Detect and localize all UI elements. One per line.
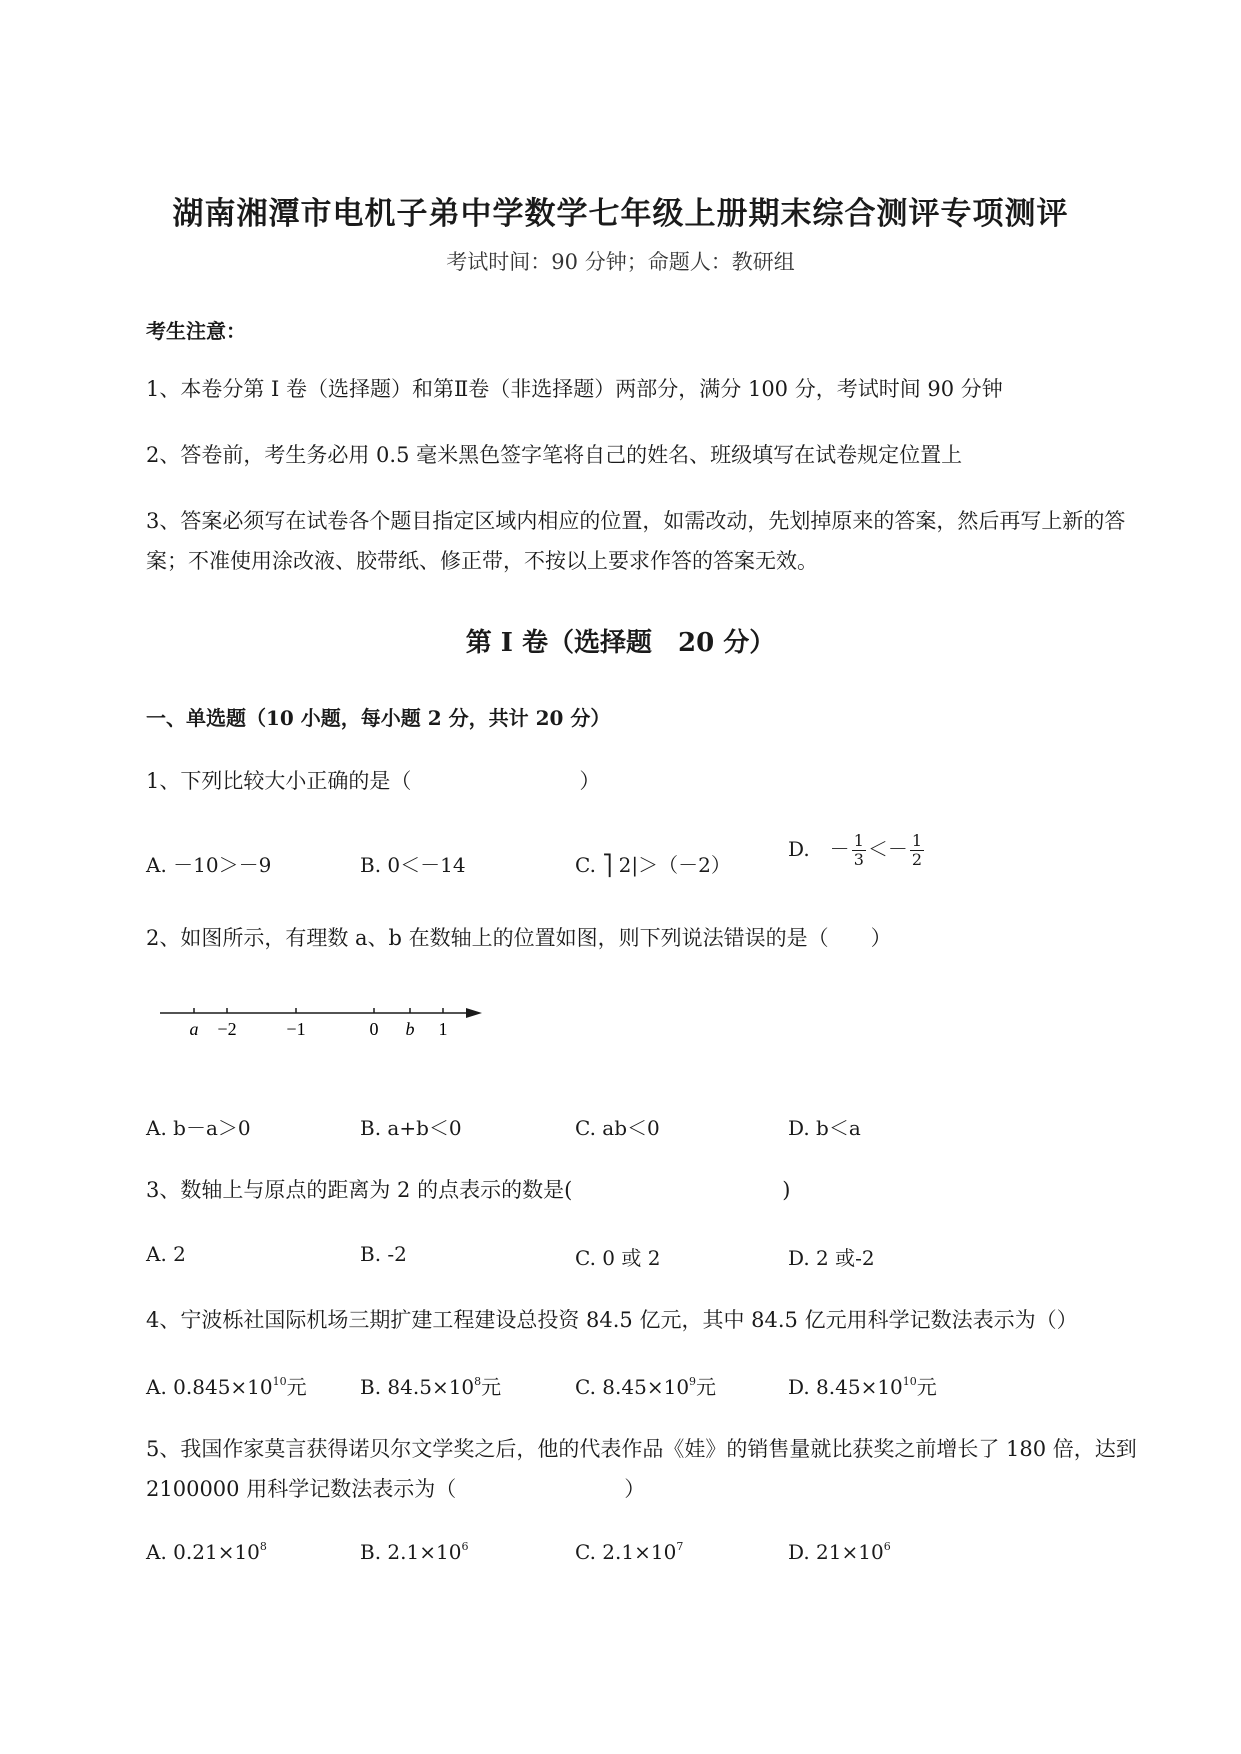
part-title: 一、单选题（10 小题，每小题 2 分，共计 20 分） — [146, 706, 611, 730]
q4-option-a: A. $0.845\times 10^{10}$元 — [146, 1375, 307, 1399]
q4-option-c: C. $8.45\times 10^9$元 — [575, 1375, 717, 1399]
q5-option-c: C. $2.1\times 10^7$ — [575, 1540, 684, 1564]
question-5-stem: 5、我国作家莫言获得诺贝尔文学奖之后，他的代表作品《娃》的销售量就比获奖之前增长了 180 倍，达到 2100000 用科学记数法表示为（ ） — [146, 1437, 1137, 1501]
arrow-right-icon — [466, 1008, 482, 1018]
q1-option-c: C. ⎤ 2|＞（－2） — [575, 853, 731, 877]
question-4-stem: 4、宁波栎社国际机场三期扩建工程建设总投资 84.5 亿元，其中 84.5 亿元用科学记数法表示为（） — [146, 1308, 1078, 1332]
question-2-stem: 2、如图所示，有理数 a、b 在数轴上的位置如图，则下列说法错误的是（ ） — [146, 926, 892, 950]
notice-item-3: 3、答案必须写在试卷各个题目指定区域内相应的位置，如需改动，先划掉原来的答案，然后再写上新的答案；不准使用涂改液、胶带纸、修正带，不按以上要求作答的答案无效。 — [146, 509, 1126, 573]
number-line-svg — [158, 993, 488, 1043]
notice-title: 考生注意： — [146, 319, 246, 343]
label-a: a — [189, 1019, 199, 1039]
q5-option-a: A. $0.21\times 10^8$ — [146, 1540, 267, 1564]
notice-item-2: 2、答卷前，考生务必用 0.5 毫米黑色签字笔将自己的姓名、班级填写在试卷规定位置上 — [146, 443, 963, 467]
document-title: 湖南湘潭市电机子弟中学数学七年级上册期末综合测评专项测评 — [172, 196, 1069, 232]
question-3-stem: 3、数轴上与原点的距离为 2 的点表示的数是( ) — [146, 1178, 791, 1202]
q1-option-d — [788, 832, 926, 869]
question-1-stem: 1、下列比较大小正确的是（ ） — [146, 769, 601, 793]
notice-item-1: 1、本卷分第 I 卷（选择题）和第Ⅱ卷（非选择题）两部分，满分 100 分，考试时间 90 分钟 — [146, 377, 1003, 401]
q4-option-b: B. $84.5\times 10^8$元 — [360, 1375, 502, 1399]
label-1: 1 — [438, 1019, 448, 1039]
fraction-denominator: 3 — [853, 850, 864, 869]
section-title: 第 I 卷（选择题 20 分） — [465, 628, 776, 658]
q1-option-a: A. －10＞－9 — [146, 853, 272, 877]
q5-option-b: B. $2.1\times 10^6$ — [360, 1540, 469, 1564]
exam-info: 考试时间：90 分钟；命题人：教研组 — [446, 250, 795, 274]
q1-option-d-mid: ＜－ — [867, 837, 908, 861]
number-line-figure — [158, 993, 488, 1047]
fraction-numerator: 1 — [911, 831, 923, 850]
label-b: b — [405, 1019, 415, 1039]
fraction-one-half — [910, 832, 924, 869]
q4-option-d: D. $8.45\times 10^{10}$元 — [788, 1375, 937, 1399]
q2-option-d: D. b＜a — [788, 1116, 861, 1140]
q3-option-b: B. -2 — [360, 1242, 407, 1266]
q3-option-a: A. 2 — [146, 1242, 186, 1266]
label-minus-2: −2 — [217, 1019, 237, 1039]
label-0: 0 — [369, 1019, 379, 1039]
label-minus-1: −1 — [286, 1019, 306, 1039]
q3-option-d: D. 2 或-2 — [788, 1246, 875, 1270]
fraction-denominator: 2 — [911, 850, 923, 869]
q2-option-b: B. a+b＜0 — [360, 1116, 462, 1140]
fraction-one-third — [852, 832, 866, 869]
q5-option-d: D. $21\times 10^6$ — [788, 1540, 891, 1564]
q3-option-c: C. 0 或 2 — [575, 1246, 661, 1270]
q1-option-b: B. 0＜－14 — [360, 853, 466, 877]
q2-option-a: A. b－a＞0 — [146, 1116, 251, 1140]
fraction-numerator: 1 — [853, 831, 864, 850]
q1-option-d-prefix: D. － — [788, 837, 850, 861]
q2-option-c: C. ab＜0 — [575, 1116, 660, 1140]
